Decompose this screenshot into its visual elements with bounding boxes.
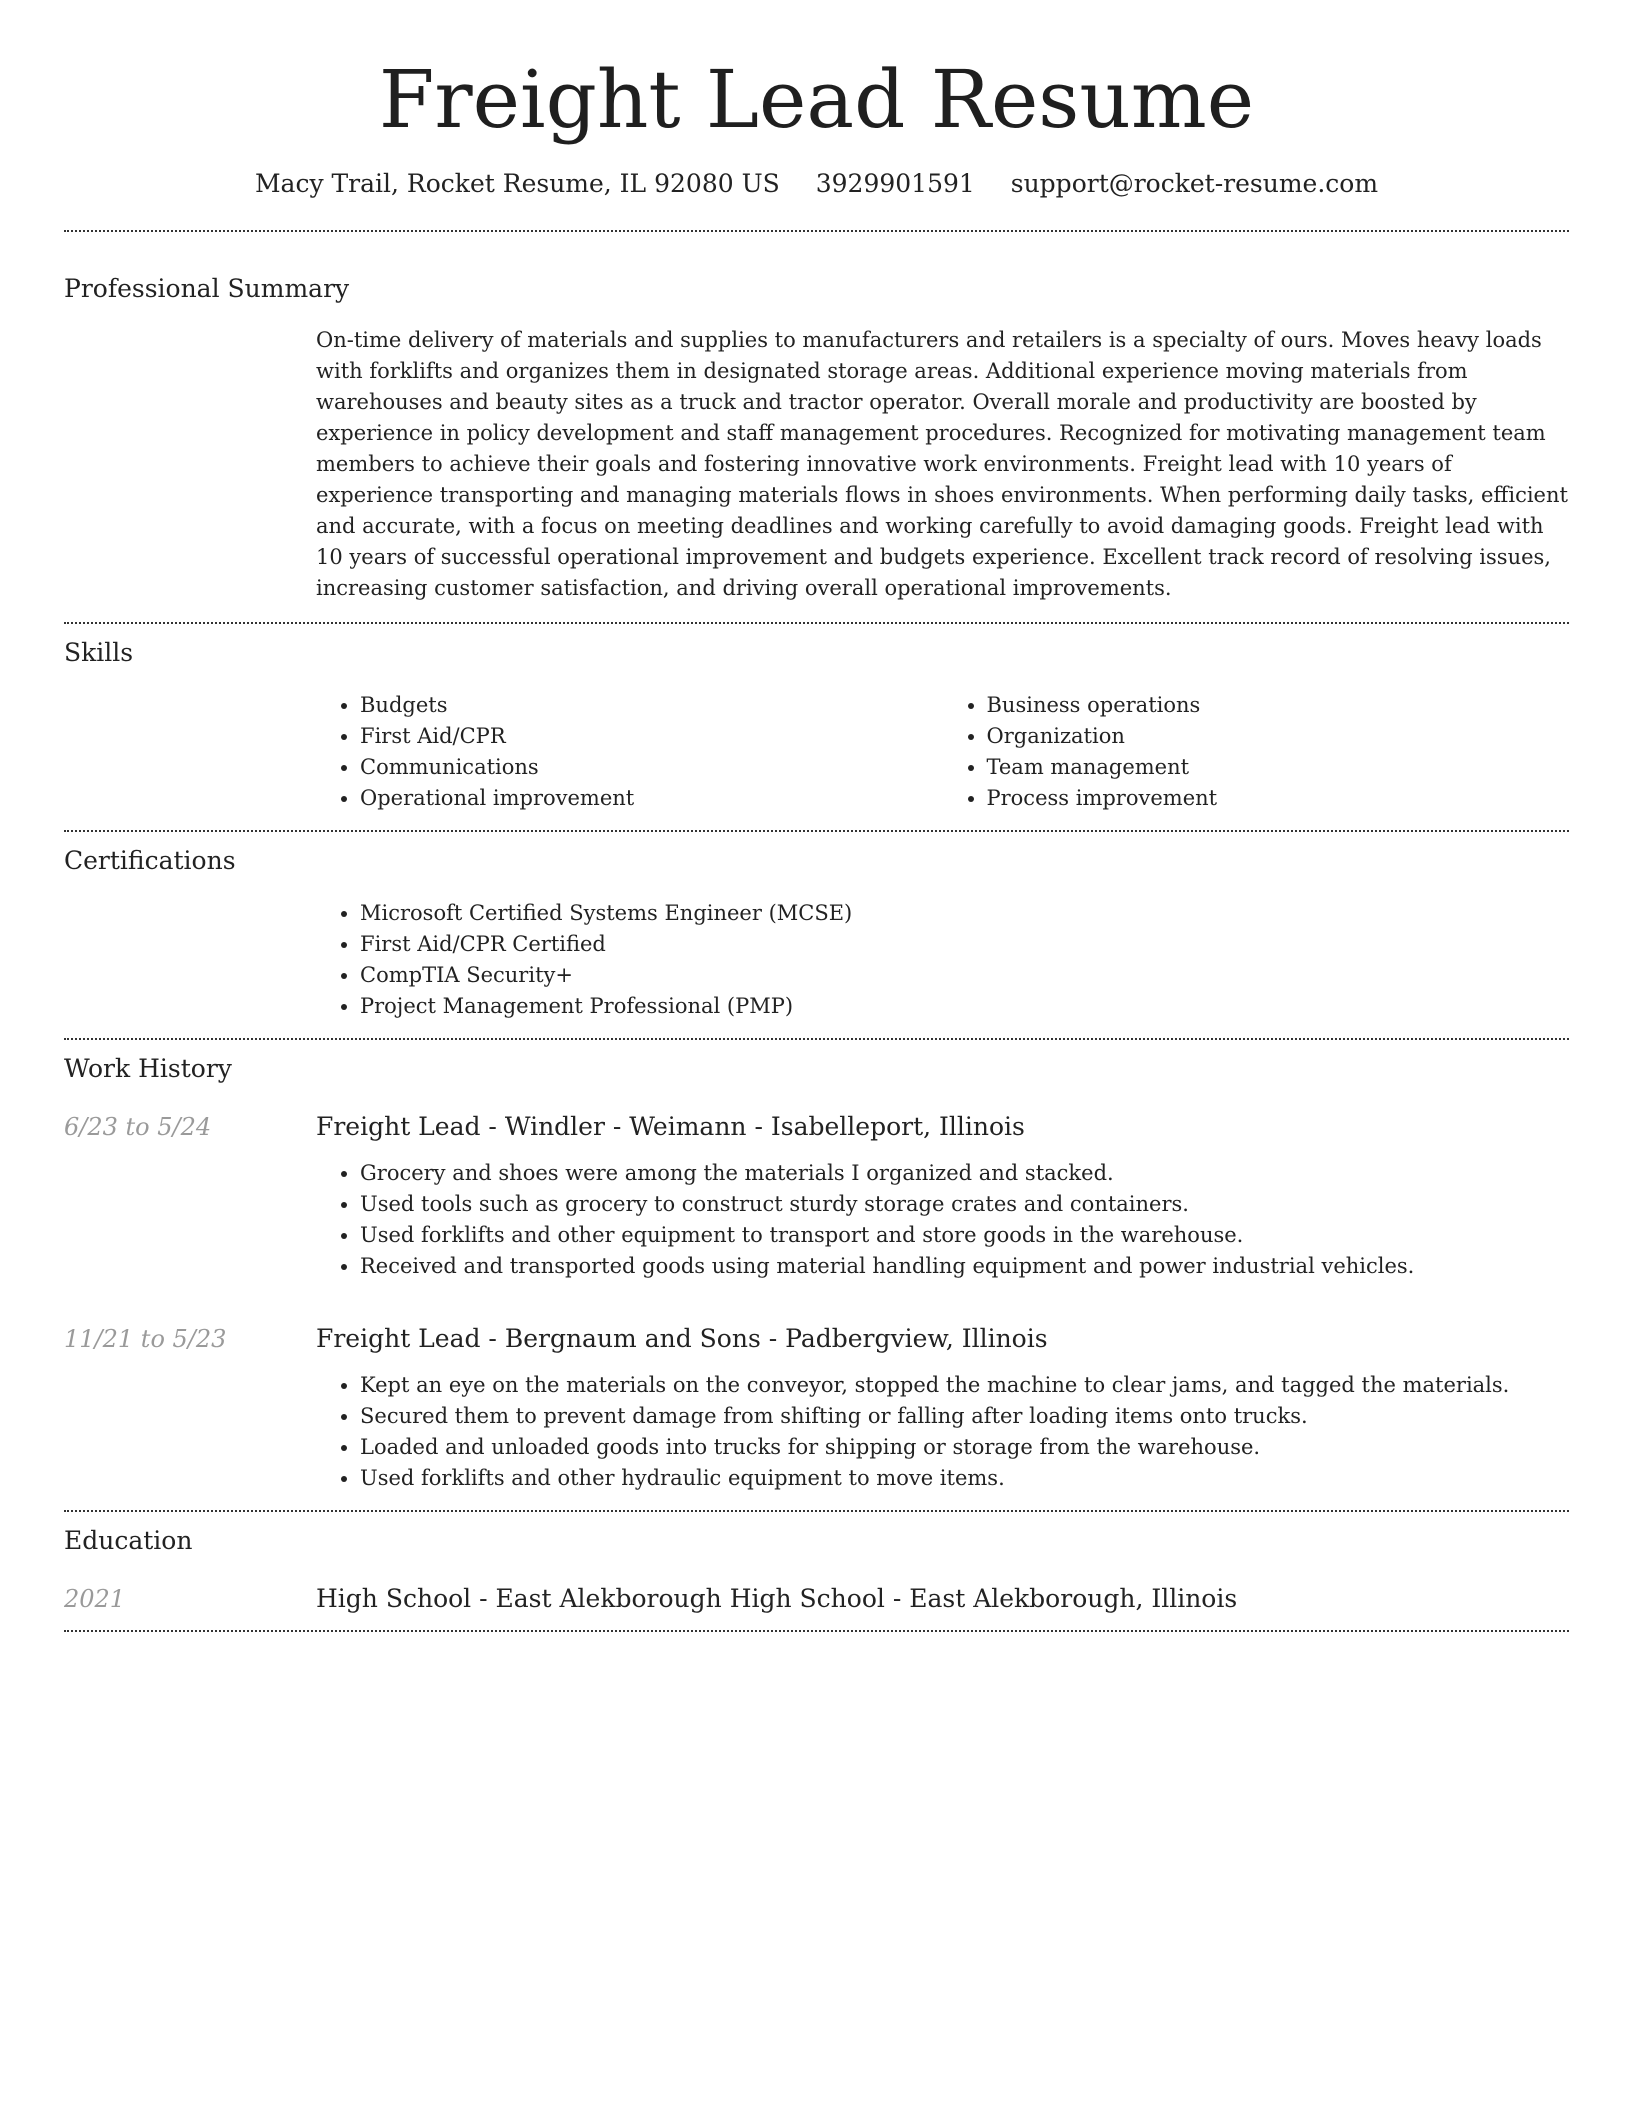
skill-item: • Process improvement [987, 783, 1570, 814]
resume-page [64, 0, 1569, 1632]
certifications-heading: Certifications [64, 846, 236, 875]
resume-title: Freight Lead Resume [378, 53, 1255, 146]
contact-email: support@rocket-resume.com [1010, 169, 1379, 198]
job-duty: • Received and transported goods using material handling equipment and power industrial vehicles. [360, 1251, 1569, 1282]
job-duty: • Used tools such as grocery to construct sturdy storage crates and containers. [360, 1189, 1569, 1220]
divider [64, 830, 1569, 832]
education-heading: Education [64, 1526, 193, 1555]
skills-heading: Skills [64, 638, 134, 667]
job-dates: 6/23 to 5/24 [64, 1113, 212, 1141]
certification-item: • Microsoft Certified Systems Engineer (MCSE) [360, 898, 1569, 929]
certifications-list [316, 898, 1569, 1022]
job-duties-list [316, 1370, 1569, 1494]
skills-section [64, 636, 1569, 814]
education-title: High School - East Alekborough High School - East Alekborough, Illinois [316, 1584, 1238, 1613]
job-title: Freight Lead - Windler - Weimann - Isabelleport, Illinois [316, 1112, 1025, 1141]
summary-heading: Professional Summary [64, 274, 350, 303]
job-title: Freight Lead - Bergnaum and Sons - Padbergview, Illinois [316, 1324, 1048, 1353]
certification-item: • CompTIA Security+ [360, 960, 1569, 991]
skill-item: • Business operations [987, 690, 1570, 721]
divider [64, 1510, 1569, 1512]
skill-item: • Communications [360, 752, 943, 783]
divider [64, 1038, 1569, 1040]
skill-item: • Organization [987, 721, 1570, 752]
education-date: 2021 [64, 1585, 126, 1613]
job-duty: • Used forklifts and other equipment to transport and store goods in the warehouse. [360, 1220, 1569, 1251]
skill-item: • Budgets [360, 690, 943, 721]
job-entry [64, 1110, 1569, 1282]
divider [64, 622, 1569, 624]
work-history-section [64, 1052, 1569, 1494]
job-duty: • Used forklifts and other hydraulic equipment to move items. [360, 1463, 1569, 1494]
job-dates: 11/21 to 5/23 [64, 1325, 227, 1353]
divider [64, 1630, 1569, 1632]
skills-list-left [316, 690, 943, 814]
divider [64, 230, 1569, 232]
skills-list-right [943, 690, 1570, 814]
job-duty: • Loaded and unloaded goods into trucks for shipping or storage from the warehouse. [360, 1432, 1569, 1463]
contact-line [64, 166, 1569, 202]
contact-address: Macy Trail, Rocket Resume, IL 92080 US [254, 169, 780, 198]
certifications-section [64, 844, 1569, 1022]
summary-section [64, 272, 1569, 604]
skill-item: • Operational improvement [360, 783, 943, 814]
job-entry [64, 1322, 1569, 1494]
skill-item: • Team management [987, 752, 1570, 783]
job-duties-list [316, 1158, 1569, 1282]
summary-text: On-time delivery of materials and supplies to manufacturers and retailers is a specialty of ours. Moves heavy loads with forklifts and organizes them in designated storage areas. Additional experience moving materials from warehouses and beauty sites as a truck and tractor operator. Overall morale and productivity are boosted by experience in policy development and staff management procedures. Recognized for motivating management team members to achieve their goals and fostering innovative work environments. Freight lead with 10 years of experience transporting and managing materials flows in shoes environments. When performing daily tasks, efficient and accurate, with a focus on meeting deadlines and working carefully to avoid damaging goods. Freight lead with 10 years of successful operational improvement and budgets experience. Excellent track record of resolving issues, increasing customer satisfaction, and driving overall operational improvements. [316, 328, 1568, 600]
job-duty: • Kept an eye on the materials on the conveyor, stopped the machine to clear jams, and tagged the materials. [360, 1370, 1569, 1401]
work-history-heading: Work History [64, 1054, 232, 1083]
job-duty: • Secured them to prevent damage from shifting or falling after loading items onto trucks. [360, 1401, 1569, 1432]
contact-phone: 3929901591 [815, 169, 975, 198]
certification-item: • Project Management Professional (PMP) [360, 991, 1569, 1022]
skill-item: • First Aid/CPR [360, 721, 943, 752]
job-duty: • Grocery and shoes were among the materials I organized and stacked. [360, 1158, 1569, 1189]
education-section [64, 1524, 1569, 1616]
certification-item: • First Aid/CPR Certified [360, 929, 1569, 960]
